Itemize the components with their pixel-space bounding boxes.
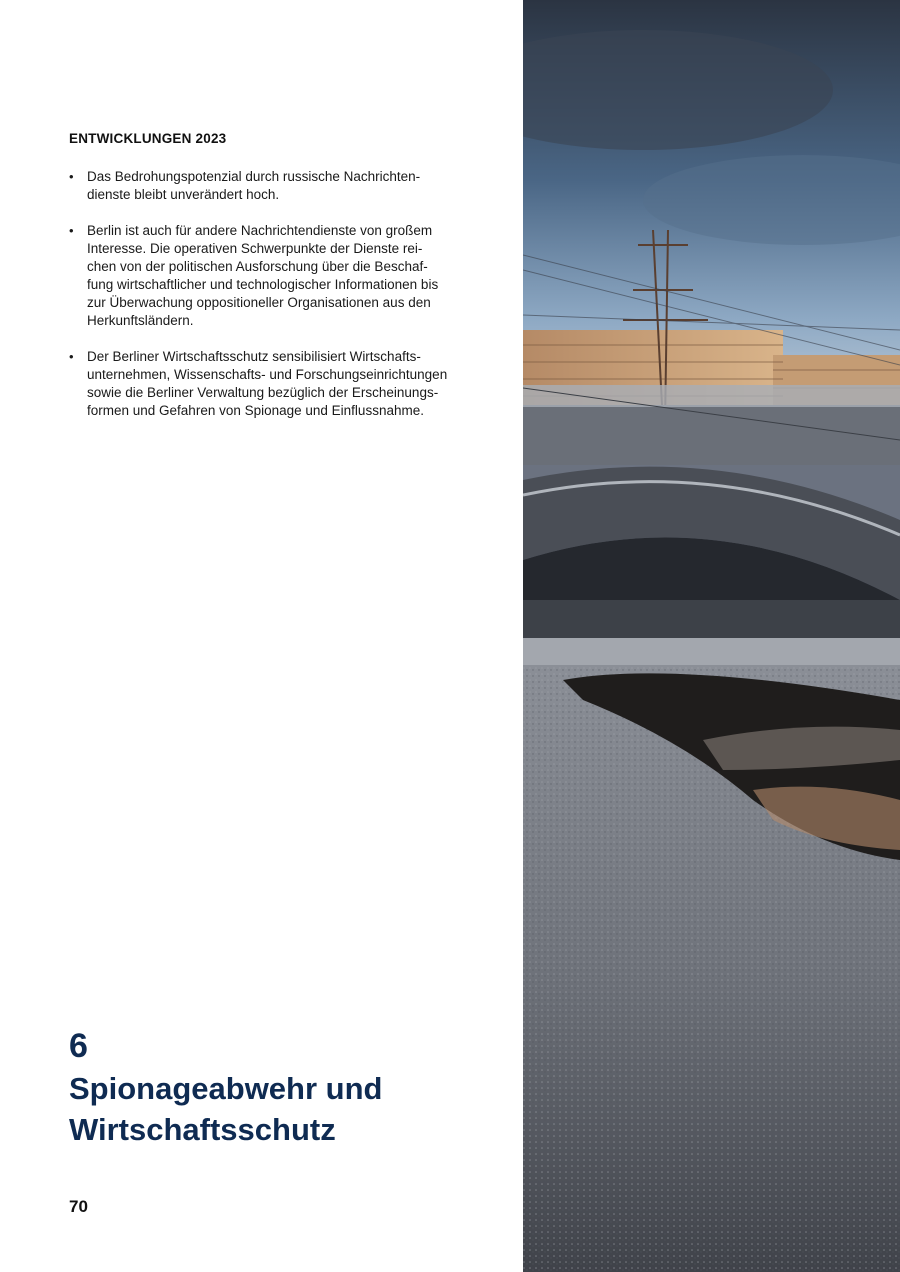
photo-illustration (523, 0, 900, 1272)
chapter-number: 6 (69, 1027, 88, 1065)
bullet-icon: • (69, 169, 74, 184)
bullet-line: Herkunftsländern. (87, 313, 194, 328)
bullet-list (69, 168, 449, 438)
bullet-line: Berlin ist auch für andere Nachrichtendienste von großem (87, 223, 433, 238)
chapter-title (69, 1068, 489, 1150)
bridge-photo (523, 0, 900, 1272)
chapter-title-line: Spionageabwehr und (69, 1071, 383, 1106)
list-item (69, 222, 449, 330)
bullet-line: dienste bleibt unverändert hoch. (87, 187, 280, 202)
bullet-line: zur Überwachung oppositioneller Organisationen aus den (87, 295, 431, 310)
page-number: 70 (69, 1197, 88, 1216)
bullet-line: formen und Gefahren von Spionage und Einflussnahme. (87, 403, 424, 418)
bullet-line: fung wirtschaftlicher und technologischer Informationen bis (87, 277, 439, 292)
list-item (69, 348, 449, 420)
list-item (69, 168, 449, 204)
bullet-icon: • (69, 349, 74, 364)
bullet-line: chen von der politischen Ausforschung über die Beschaf- (87, 259, 428, 274)
bullet-line: Der Berliner Wirtschaftsschutz sensibilisiert Wirtschafts- (87, 349, 421, 364)
text-column (69, 0, 449, 1272)
section-heading: ENTWICKLUNGEN 2023 (69, 131, 227, 146)
bullet-line: Interesse. Die operativen Schwerpunkte der Dienste rei- (87, 241, 423, 256)
bullet-line: unternehmen, Wissenschafts- und Forschungseinrichtungen (87, 367, 448, 382)
bullet-line: Das Bedrohungspotenzial durch russische Nachrichten- (87, 169, 421, 184)
bullet-line: sowie die Berliner Verwaltung bezüglich der Erscheinungs- (87, 385, 439, 400)
chapter-title-line: Wirtschaftsschutz (69, 1112, 336, 1147)
bullet-icon: • (69, 223, 74, 238)
